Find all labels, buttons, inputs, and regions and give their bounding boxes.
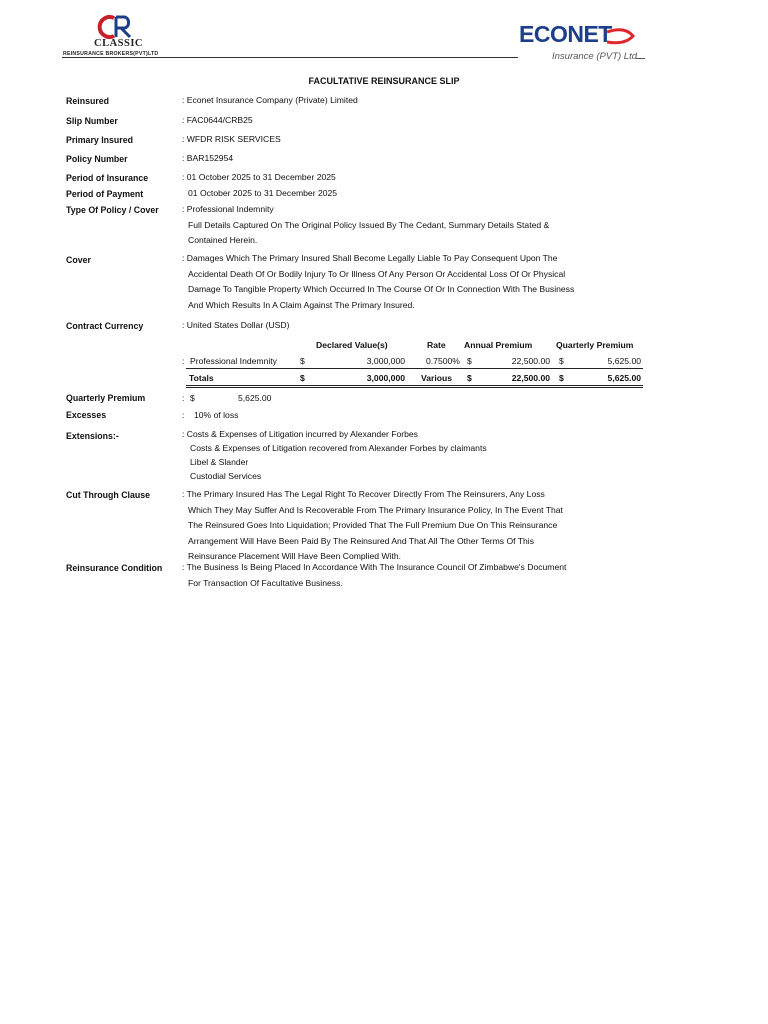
table-bottom-rule xyxy=(186,385,643,386)
table-header-quarterly: Quarterly Premium xyxy=(556,340,634,350)
extensions-value xyxy=(182,427,487,483)
cut-through-line: Which They May Suffer And Is Recoverable From The Primary Insurance Policy, In The Event That xyxy=(188,504,563,515)
table-totals-quarterly: 5,625.00 xyxy=(607,373,641,383)
period-of-insurance-value: : 01 October 2025 to 31 December 2025 xyxy=(182,172,336,182)
table-row-quarterly: 5,625.00 xyxy=(607,356,641,366)
table-row-colon: : xyxy=(182,356,185,366)
excesses-colon: : xyxy=(182,410,185,420)
cover-line: Accidental Death Of Or Bodily Injury To Or Illness Of Any Person Or Accidental Loss Of Or Physical xyxy=(188,268,566,279)
table-totals-quarterly-currency: $ xyxy=(559,373,564,383)
primary-insured-label: Primary Insured xyxy=(66,135,133,145)
quarterly-premium-amount: 5,625.00 xyxy=(238,393,272,403)
cut-through-line: Arrangement Will Have Been Paid By The Reinsured And That All The Other Terms Of This xyxy=(188,535,534,546)
cut-through-line: : The Primary Insured Has The Legal Right To Recover Directly From The Reinsurers, Any Loss xyxy=(182,489,545,499)
reinsurance-condition-value xyxy=(182,560,566,591)
table-totals-annual-currency: $ xyxy=(467,373,472,383)
contract-currency-value: : United States Dollar (USD) xyxy=(182,320,290,330)
table-row-declared: 3,000,000 xyxy=(366,356,405,366)
table-totals-rate: Various xyxy=(421,373,453,383)
policy-number-label: Policy Number xyxy=(66,154,128,164)
type-of-policy-value xyxy=(182,202,549,249)
extension-item: : Costs & Expenses of Litigation incurred by Alexander Forbes xyxy=(182,429,418,439)
type-of-policy-line: : Professional Indemnity xyxy=(182,204,274,214)
table-totals-label: Totals xyxy=(189,373,214,383)
classic-logo-mark xyxy=(94,14,144,40)
cut-through-label: Cut Through Clause xyxy=(66,490,151,500)
econet-logo-text: ECONET xyxy=(519,21,612,47)
table-row-annual: 22,500.00 xyxy=(511,356,550,366)
policy-number-value: : BAR152954 xyxy=(182,153,234,163)
contract-currency-label: Contract Currency xyxy=(66,321,144,331)
header-dash xyxy=(636,58,645,59)
reinsurance-condition-label: Reinsurance Condition xyxy=(66,563,163,573)
table-row-quarterly-currency: $ xyxy=(559,356,564,366)
cover-line: And Which Results In A Claim Against The Primary Insured. xyxy=(188,299,415,310)
period-of-insurance-label: Period of Insurance xyxy=(66,173,149,183)
extension-item: Libel & Slander xyxy=(190,457,249,467)
cover-line: : Damages Which The Primary Insured Shall Become Legally Liable To Pay Consequent Upon The xyxy=(182,253,558,263)
reinsured-value: : Econet Insurance Company (Private) Limited xyxy=(182,95,358,105)
document-title: FACULTATIVE REINSURANCE SLIP xyxy=(308,76,460,86)
table-row-rate: 0.7500% xyxy=(426,356,460,366)
table-bottom-rule xyxy=(186,387,643,388)
period-of-payment-label: Period of Payment xyxy=(66,189,144,199)
table-totals-declared-currency: $ xyxy=(300,373,305,383)
classic-logo-subtext: REINSURANCE BROKERS(PVT)LTD xyxy=(63,51,159,57)
table-header-annual: Annual Premium xyxy=(464,340,533,350)
table-totals-annual: 22,500.00 xyxy=(511,373,550,383)
header-rule xyxy=(62,57,518,58)
period-of-payment-value: 01 October 2025 to 31 December 2025 xyxy=(188,188,338,198)
excesses-label: Excesses xyxy=(66,410,107,420)
cover-label: Cover xyxy=(66,255,91,265)
table-row-declared-currency: $ xyxy=(300,356,305,366)
type-of-policy-line: Contained Herein. xyxy=(188,235,258,246)
table-header-declared: Declared Value(s) xyxy=(316,340,388,350)
cut-through-line: Reinsurance Placement Will Have Been Complied With. xyxy=(188,551,402,562)
excesses-value: 10% of loss xyxy=(194,410,239,420)
reinsurance-condition-line: : The Business Is Being Placed In Accordance With The Insurance Council Of Zimbabwe's Document xyxy=(182,562,567,572)
slip-number-value: : FAC0644/CRB25 xyxy=(182,115,253,125)
type-of-policy-label: Type Of Policy / Cover xyxy=(66,205,159,215)
table-totals-declared: 3,000,000 xyxy=(366,373,405,383)
type-of-policy-line: Full Details Captured On The Original Policy Issued By The Cedant, Summary Details Stated & xyxy=(188,219,550,230)
quarterly-premium-label: Quarterly Premium xyxy=(66,393,146,403)
slip-number-label: Slip Number xyxy=(66,116,118,126)
classic-logo-text: CLASSIC xyxy=(94,38,144,49)
table-divider xyxy=(186,368,643,369)
table-header-rate: Rate xyxy=(427,340,446,350)
quarterly-premium-colon: : xyxy=(182,393,185,403)
cut-through-line: The Reinsured Goes Into Liquidation; Provided That The Full Premium Due On This Reinsurance xyxy=(188,520,558,531)
econet-logo-subtext: Insurance (PVT) Ltd xyxy=(552,51,638,62)
table-row-annual-currency: $ xyxy=(467,356,472,366)
reinsurance-condition-line: For Transaction Of Facultative Business. xyxy=(188,577,343,588)
cut-through-value xyxy=(182,487,563,565)
reinsured-label: Reinsured xyxy=(66,96,110,106)
cover-value xyxy=(182,251,574,313)
extension-item: Custodial Services xyxy=(190,471,262,481)
table-row-cover: Professional Indemnity xyxy=(190,356,277,366)
primary-insured-value: : WFDR RISK SERVICES xyxy=(182,134,281,144)
extension-item: Costs & Expenses of Litigation recovered from Alexander Forbes by claimants xyxy=(190,443,487,453)
cover-line: Damage To Tangible Property Which Occurred In The Course Of Or In Connection With The Business xyxy=(188,284,575,295)
extensions-label: Extensions:- xyxy=(66,431,119,441)
econet-swoosh-icon xyxy=(603,24,637,48)
quarterly-premium-currency: $ xyxy=(190,393,195,403)
